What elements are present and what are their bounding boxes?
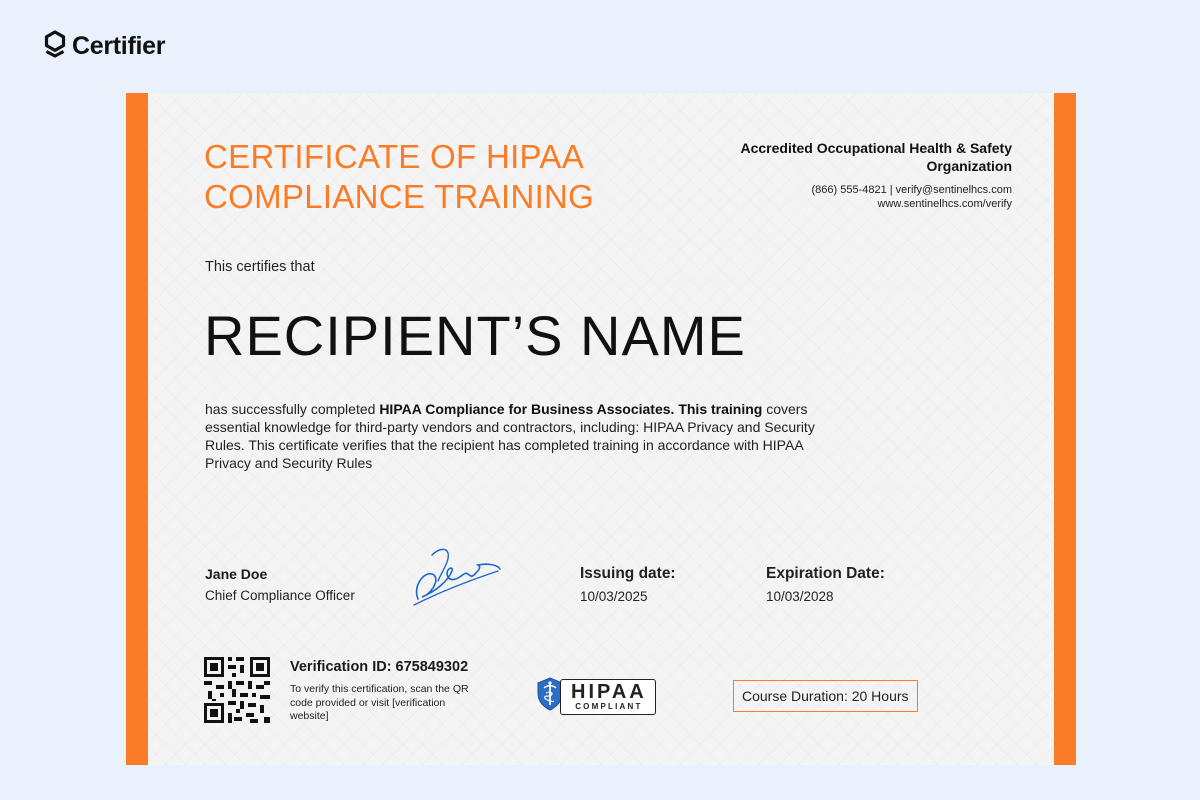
organization-name: Accredited Occupational Health & Safety Organization	[740, 140, 1012, 174]
organization-website: www.sentinelhcs.com/verify	[877, 198, 1012, 210]
expiration-date-block	[766, 565, 885, 604]
issuing-date-value: 10/03/2025	[580, 589, 648, 604]
description-lead: has successfully completed	[205, 401, 380, 417]
description-rest: covers essential knowledge for third-party vendors and contractors, including: HIPAA Privacy and Security Rules. This certificate verifies that the recipient has completed training in accordance with HIPAA Privacy and Security Rules	[205, 401, 815, 471]
hipaa-badge-sub: COMPLIANT	[575, 701, 643, 711]
recipient-name: RECIPIENT’S NAME	[204, 304, 746, 367]
certifier-logo-icon	[44, 30, 66, 63]
brand-logo[interactable]	[44, 30, 165, 63]
verification-id: Verification ID: 675849302	[290, 659, 469, 675]
certificate-title: CERTIFICATE OF HIPAA COMPLIANCE TRAINING	[204, 138, 595, 215]
verification-instructions: To verify this certification, scan the QR code provided or visit [verification website]	[290, 683, 469, 722]
organization-contact-line: (866) 555-4821 | verify@sentinelhcs.com	[811, 184, 1012, 196]
expiration-date-label: Expiration Date:	[766, 565, 885, 582]
hipaa-compliant-badge	[536, 677, 656, 716]
course-duration: Course Duration: 20 Hours	[733, 680, 918, 712]
signatory-name: Jane Doe	[205, 566, 268, 582]
hipaa-badge-text	[560, 679, 656, 715]
certificate-description	[205, 400, 835, 472]
expiration-date-value: 10/03/2028	[766, 589, 834, 604]
brand-name: Certifier	[72, 32, 166, 60]
issuing-date-block	[580, 565, 676, 604]
certificate	[126, 93, 1076, 765]
certifies-text: This certifies that	[205, 259, 315, 275]
organization-contact	[712, 183, 1012, 211]
issuing-date-label: Issuing date:	[580, 565, 676, 582]
signatory-title: Chief Compliance Officer	[205, 588, 355, 603]
organization-block	[712, 139, 1012, 211]
signature-image	[408, 541, 504, 618]
right-accent-bar	[1054, 93, 1076, 765]
hipaa-badge-main: HIPAA	[571, 680, 647, 703]
qr-code[interactable]	[204, 657, 270, 728]
left-accent-bar	[126, 93, 148, 765]
course-name: HIPAA Compliance for Business Associates. This training	[379, 401, 763, 417]
